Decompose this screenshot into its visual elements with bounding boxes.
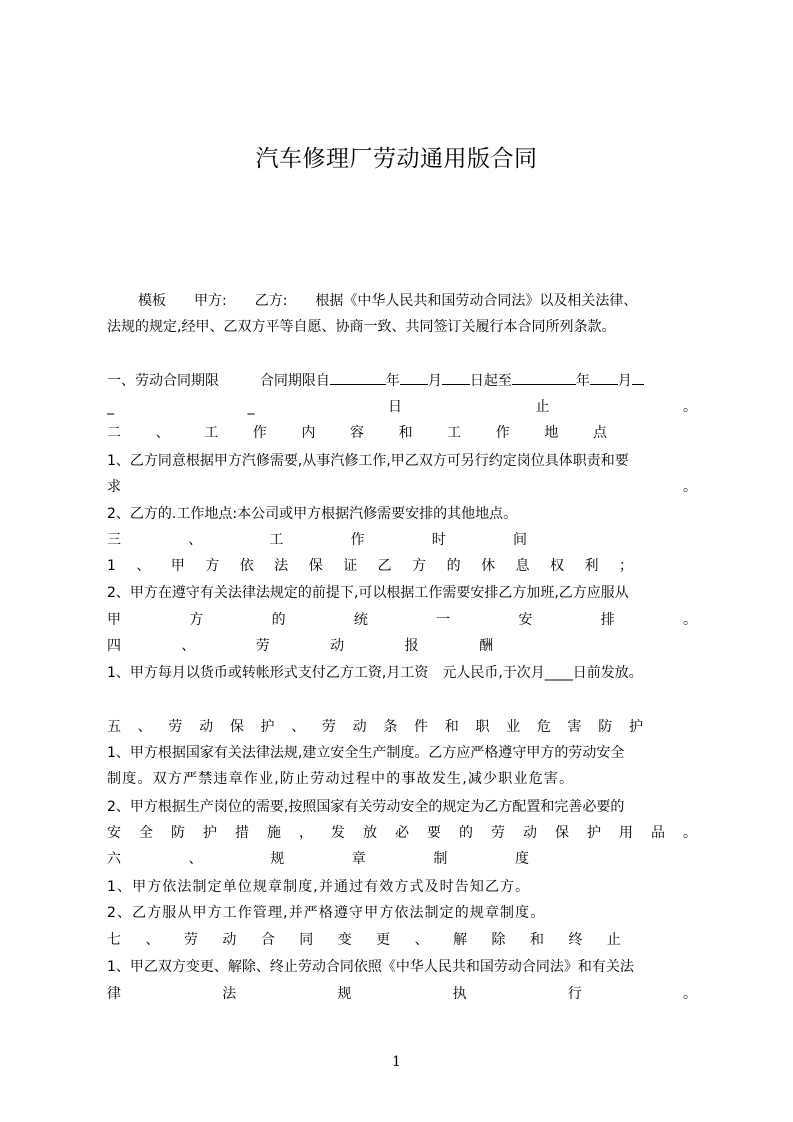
spaced-char: 防 xyxy=(171,825,185,841)
spaced-char: 七 xyxy=(107,932,121,948)
spaced-char: 息 xyxy=(515,558,530,574)
spaced-char: 护 xyxy=(260,719,275,735)
section-7-clause-1: 1、甲乙双方变更、解除、终止劳动合同依照《中华人民共和国劳动合同法》和有关法 xyxy=(107,959,634,975)
spaced-char: 和 xyxy=(398,425,413,441)
spaced-char: 同 xyxy=(299,932,314,948)
section-7-clause-1-end xyxy=(107,981,697,1007)
spaced-char: 的 xyxy=(271,612,286,628)
document-title: 汽车修理厂劳动通用版合同 xyxy=(255,146,538,172)
blank-year-end[interactable] xyxy=(512,369,576,385)
spaced-char: 规 xyxy=(337,986,352,1002)
spaced-char: 地 xyxy=(544,425,559,441)
spaced-char: 律 xyxy=(107,986,121,1002)
spaced-char: 动 xyxy=(523,825,537,841)
spaced-char: 六 xyxy=(107,851,121,867)
spaced-char: 制 xyxy=(433,851,448,867)
section-5-clause-1-cont: 制度。双方严禁违章作业,防止劳动过程中的事故发生,减少职业危害。 xyxy=(107,771,575,787)
spaced-char: 、 xyxy=(137,719,152,735)
section-5-clause-1: 1、甲方根据国家有关法律法规,建立安全生产制度。乙方应严格遵守甲方的劳动安全 xyxy=(107,745,625,761)
blank-day-start[interactable] xyxy=(442,369,470,385)
year-label-2: 年 xyxy=(575,373,590,389)
spaced-char: 、 xyxy=(155,425,170,441)
section-1-term xyxy=(107,368,697,394)
section-3-clause-2: 2、甲方在遵守有关法律法规定的前提下,可以根据工作需要安排乙方加班,乙方应服从 xyxy=(107,585,629,601)
spaced-char: 劳 xyxy=(168,719,183,735)
spaced-char: ； xyxy=(618,558,633,574)
spaced-char: 安 xyxy=(107,825,121,841)
spaced-char: 行 xyxy=(567,986,582,1002)
month-label: 月 xyxy=(427,373,442,389)
spaced-char: 、 xyxy=(188,851,203,867)
spaced-char: 件 xyxy=(414,719,429,735)
spaced-char: 、 xyxy=(188,532,203,548)
spaced-char: 排 xyxy=(600,612,615,628)
spaced-char: 动 xyxy=(222,932,237,948)
spaced-char: 和 xyxy=(529,932,544,948)
spaced-char: 章 xyxy=(351,851,366,867)
month-label-2: 月 xyxy=(617,373,632,389)
spaced-char: 报 xyxy=(404,638,419,654)
spaced-char: 四 xyxy=(107,638,121,654)
spaced-char: 一 xyxy=(436,612,451,628)
spaced-char: 度 xyxy=(514,851,529,867)
spaced-char: 、 xyxy=(145,932,160,948)
spaced-char: 防 xyxy=(598,719,613,735)
spaced-char: 职 xyxy=(475,719,490,735)
spaced-char: 和 xyxy=(444,719,459,735)
spaced-char: 工 xyxy=(447,425,462,441)
spaced-char: 方 xyxy=(189,612,204,628)
spaced-char: 除 xyxy=(491,932,506,948)
spaced-char: 内 xyxy=(301,425,316,441)
spaced-char: 护 xyxy=(587,825,601,841)
spaced-char: 全 xyxy=(139,825,153,841)
spaced-char: 保 xyxy=(555,825,569,841)
spaced-char: 休 xyxy=(481,558,496,574)
spaced-char: 三 xyxy=(107,532,121,548)
spaced-char: 时 xyxy=(431,532,446,548)
spaced-char: 施 xyxy=(267,825,281,841)
spaced-char: 必 xyxy=(395,825,409,841)
spaced-char: 合 xyxy=(260,932,275,948)
spaced-char: 终 xyxy=(568,932,583,948)
spaced-char: 动 xyxy=(352,719,367,735)
day-from-label: 日起至 xyxy=(469,373,512,389)
term-start-text: 合同期限自 xyxy=(259,373,330,389)
spaced-char: 品 xyxy=(651,825,665,841)
spaced-char: 、 xyxy=(181,638,196,654)
blank-month-start[interactable] xyxy=(400,369,428,385)
spaced-char: 用 xyxy=(619,825,633,841)
section-5-clause-2-end xyxy=(107,820,697,846)
section-6-clause-1: 1、甲方依法制定单位规章制度,并通过有效方式及时告知乙方。 xyxy=(107,879,531,895)
blank-year-start[interactable] xyxy=(330,369,386,385)
spaced-char: 害 xyxy=(567,719,582,735)
section-1-line-2: _ _ 日 止 。 xyxy=(107,399,697,415)
section-7-heading xyxy=(107,927,621,953)
spaced-char: 作 xyxy=(495,425,510,441)
spaced-char: 。 xyxy=(683,825,697,841)
spaced-char: 依 xyxy=(239,558,254,574)
spaced-char: 方 xyxy=(205,558,220,574)
spaced-char: 五 xyxy=(107,719,121,735)
section-3-clause-1 xyxy=(107,553,633,579)
spaced-char: 护 xyxy=(628,719,643,735)
spaced-char: 间 xyxy=(512,532,527,548)
spaced-char: 法 xyxy=(274,558,289,574)
spaced-char: 措 xyxy=(235,825,249,841)
section-4-clause-1: 1、甲方每月以货币或转帐形式支付乙方工资,月工资 元人民币,于次月____日前发放。 xyxy=(107,665,643,681)
spaced-char: 作 xyxy=(252,425,267,441)
intro-line-2: 法规的规定,经甲、乙双方平等自愿、协商一致、共同签订关履行本合同所列条款。 xyxy=(107,319,616,335)
spaced-char: 1 xyxy=(107,558,116,574)
intro-line-1: 模板 甲方: 乙方: 根据《中华人民共和国劳动合同法》以及相关法律、 xyxy=(138,293,638,309)
spaced-char: 容 xyxy=(349,425,364,441)
spaced-char: 利 xyxy=(584,558,599,574)
spaced-char: 劳 xyxy=(183,932,198,948)
section-1-label: 一、劳动合同期限 xyxy=(107,373,219,389)
spaced-char: 要 xyxy=(427,825,441,841)
spaced-char: 动 xyxy=(330,638,345,654)
spaced-char: 护 xyxy=(203,825,217,841)
spaced-char: ， xyxy=(299,825,313,841)
blank-day-end[interactable] xyxy=(632,369,644,385)
spaced-char: 劳 xyxy=(321,719,336,735)
spaced-char: 劳 xyxy=(255,638,270,654)
section-2-clause-1: 1、乙方同意根据甲方汽修需要,从事汽修工作,甲乙双方可另行约定岗位具体职责和要 xyxy=(107,453,629,469)
spaced-char: 统 xyxy=(353,612,368,628)
spaced-char: 二 xyxy=(107,425,121,441)
spaced-char: 执 xyxy=(452,986,467,1002)
section-5-heading xyxy=(107,714,643,740)
section-2-clause-1-end: 求 。 xyxy=(107,479,697,495)
spaced-char: 止 xyxy=(606,932,621,948)
spaced-char: 的 xyxy=(446,558,461,574)
section-6-heading xyxy=(107,846,529,872)
spaced-char: 发 xyxy=(331,825,345,841)
spaced-char: 、 xyxy=(291,719,306,735)
spaced-char: 更 xyxy=(376,932,391,948)
spaced-char: 。 xyxy=(682,612,697,628)
spaced-char: 条 xyxy=(383,719,398,735)
spaced-char: 权 xyxy=(550,558,565,574)
spaced-char: 甲 xyxy=(170,558,185,574)
spaced-char: 安 xyxy=(518,612,533,628)
spaced-char: 变 xyxy=(337,932,352,948)
spaced-char: 法 xyxy=(222,986,237,1002)
section-6-clause-2: 2、乙方服从甲方工作管理,并严格遵守甲方依法制定的规章制度。 xyxy=(107,905,546,921)
spaced-char: 、 xyxy=(136,558,151,574)
section-3-heading xyxy=(107,527,527,553)
spaced-char: 乙 xyxy=(377,558,392,574)
spaced-char: 甲 xyxy=(107,612,121,628)
page-number: 1 xyxy=(392,1054,401,1070)
section-3-clause-2-end xyxy=(107,607,697,633)
section-5-clause-2: 2、甲方根据生产岗位的需要,按照国家有关劳动安全的规定为乙方配置和完善必要的 xyxy=(107,799,625,815)
spaced-char: 动 xyxy=(199,719,214,735)
spaced-char: 工 xyxy=(204,425,219,441)
spaced-char: 工 xyxy=(269,532,284,548)
blank-month-end[interactable] xyxy=(590,369,618,385)
spaced-char: 解 xyxy=(453,932,468,948)
section-4-heading xyxy=(107,633,493,659)
section-2-heading xyxy=(107,420,607,446)
spaced-char: 证 xyxy=(343,558,358,574)
spaced-char: 保 xyxy=(229,719,244,735)
section-2-clause-2: 2、乙方的.工作地点:本公司或甲方根据汽修需要安排的其他地点。 xyxy=(107,506,518,522)
spaced-char: 的 xyxy=(459,825,473,841)
spaced-char: 酬 xyxy=(478,638,493,654)
spaced-char: 规 xyxy=(270,851,285,867)
spaced-char: 业 xyxy=(506,719,521,735)
spaced-char: 、 xyxy=(414,932,429,948)
year-label: 年 xyxy=(385,373,400,389)
spaced-char: 保 xyxy=(308,558,323,574)
spaced-char: 点 xyxy=(592,425,607,441)
spaced-char: 方 xyxy=(412,558,427,574)
spaced-char: 危 xyxy=(536,719,551,735)
spaced-char: 劳 xyxy=(491,825,505,841)
spaced-char: 作 xyxy=(350,532,365,548)
spaced-char: 。 xyxy=(682,986,697,1002)
spaced-char: 放 xyxy=(363,825,377,841)
